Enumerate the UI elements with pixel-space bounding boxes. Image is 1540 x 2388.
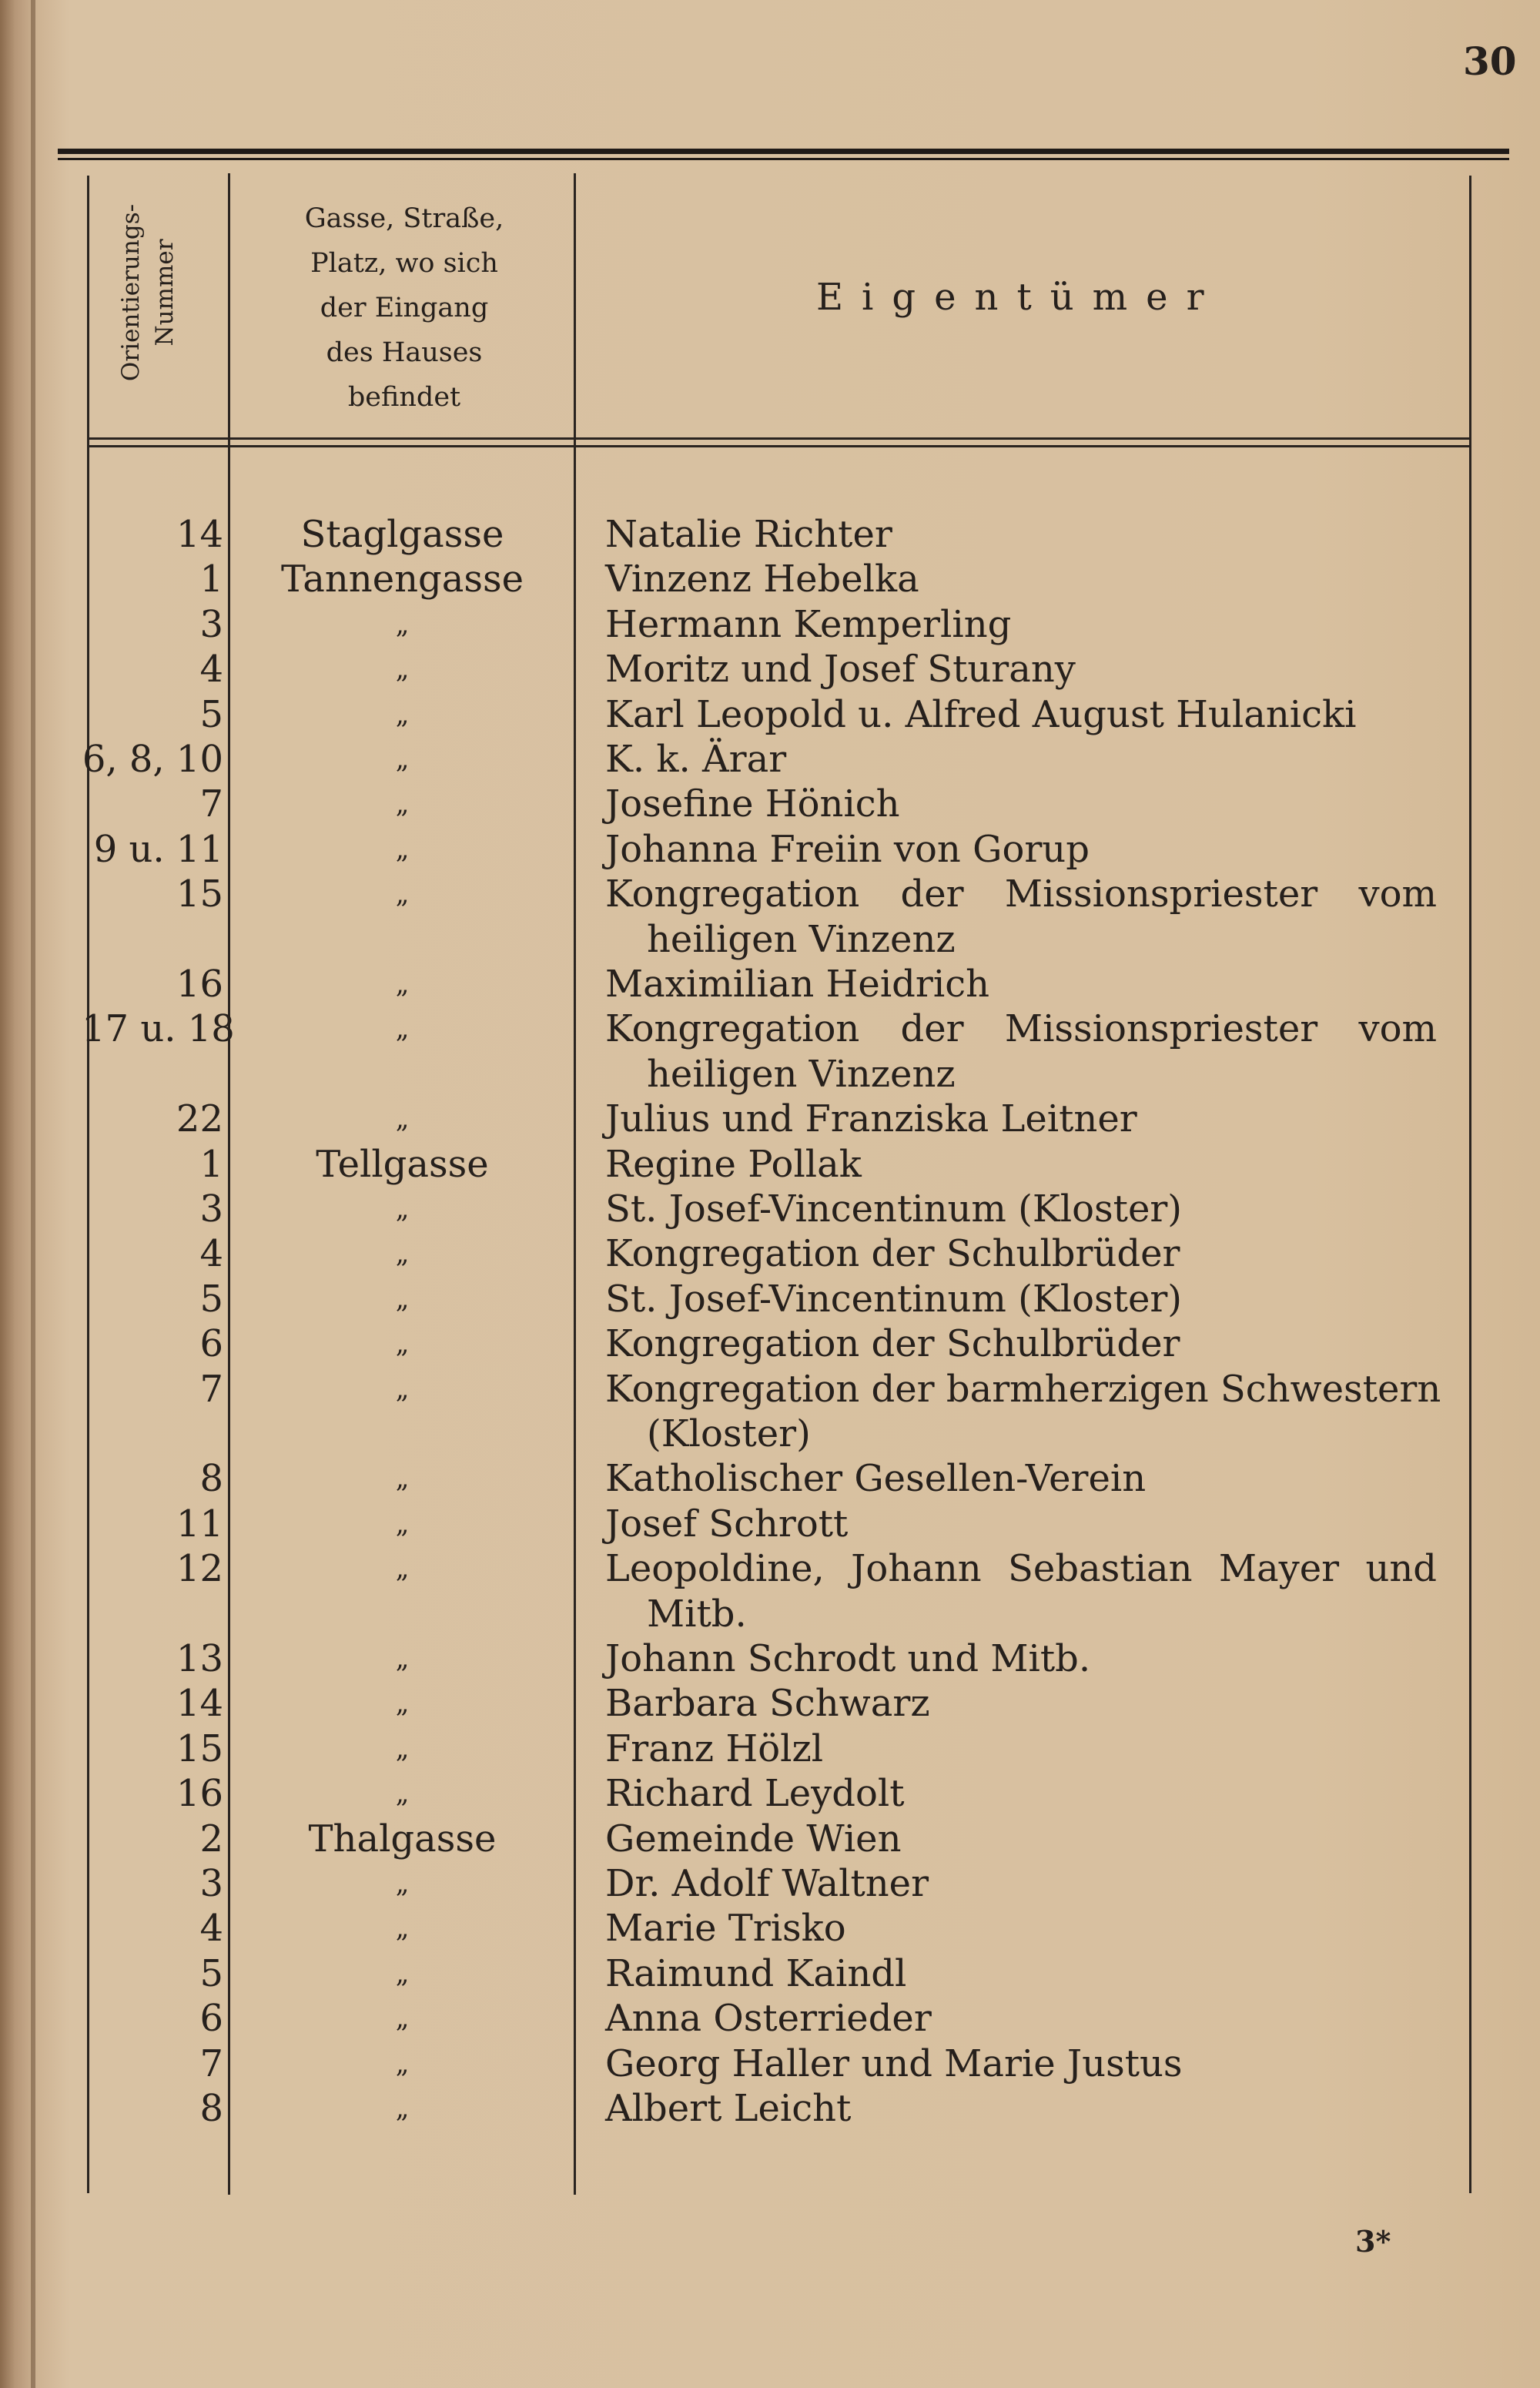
table-row [0, 1861, 1540, 1906]
owner-name: Kongregation der Missionspriester vom [605, 1007, 1437, 1051]
table-row [0, 1996, 1540, 2041]
owner-name: K. k. Ärar [605, 738, 787, 781]
owner-name: Albert Leicht [605, 2087, 852, 2130]
table-row [0, 1367, 1540, 1412]
street-ditto-mark: „ [395, 698, 410, 730]
street-ditto-mark: „ [395, 1328, 410, 1360]
table-row [0, 1187, 1540, 1231]
orientation-number: 7 [199, 782, 223, 826]
header-street-line3: der Eingang [320, 293, 489, 323]
top-rule [58, 149, 1509, 154]
header-orientation-line2: Nummer [151, 239, 179, 347]
orientation-number: 6 [199, 1322, 223, 1366]
orientation-number: 15 [176, 1727, 223, 1770]
table-row-continuation [0, 1412, 1540, 1456]
header-orientation-line1: Orientierungs- [117, 203, 145, 382]
orientation-number: 4 [199, 648, 223, 692]
owner-name: Franz Hölzl [605, 1727, 824, 1770]
orientation-number: 6 [199, 1997, 223, 2041]
orientation-number: 2 [199, 1817, 223, 1860]
owner-name: Maximilian Heidrich [605, 963, 989, 1006]
table-row [0, 1636, 1540, 1681]
orientation-number: 11 [176, 1502, 223, 1546]
header-street-line4: des Hauses [326, 337, 483, 368]
header-owner: Eigentümer [816, 276, 1223, 319]
header-street-line5: befindet [347, 382, 461, 413]
table-row [0, 2086, 1540, 2131]
street-ditto-mark: „ [395, 1463, 410, 1495]
owner-name: Marie Trisko [605, 1907, 846, 1951]
owner-name: Josefine Hönich [605, 782, 900, 826]
owner-name: Josef Schrott [605, 1502, 849, 1546]
street-name: Staglgasse [300, 513, 504, 556]
owner-name: Barbara Schwarz [605, 1682, 930, 1726]
owner-name: Johanna Freiin von Gorup [605, 827, 1090, 871]
orientation-number: 5 [199, 1951, 223, 1995]
orientation-number: 12 [176, 1547, 223, 1591]
owner-name: Kongregation der barmherzigen Schwestern [605, 1367, 1441, 1411]
orientation-number: 5 [199, 1277, 223, 1321]
street-ditto-mark: „ [395, 1643, 410, 1674]
table-row-continuation [0, 917, 1540, 962]
table-row [0, 512, 1540, 557]
owner-name: Dr. Adolf Waltner [605, 1862, 929, 1905]
table-row [0, 1006, 1540, 1051]
owner-name-continuation: heiligen Vinzenz [647, 917, 956, 961]
table-row [0, 1502, 1540, 1546]
table-row [0, 1951, 1540, 1996]
street-ditto-mark: „ [395, 1283, 410, 1315]
owner-name: Kongregation der Missionspriester vom [605, 872, 1437, 916]
street-ditto-mark: „ [395, 1778, 410, 1810]
table-row-continuation [0, 1592, 1540, 1636]
owner-name-continuation: Mitb. [647, 1592, 747, 1636]
owner-name: Johann Schrodt und Mitb. [605, 1637, 1091, 1680]
table-row [0, 962, 1540, 1006]
owner-name: Regine Pollak [605, 1142, 862, 1186]
table-row [0, 1456, 1540, 1501]
owner-name: Gemeinde Wien [605, 1817, 902, 1860]
street-ditto-mark: „ [395, 608, 410, 640]
table-row [0, 1817, 1540, 1861]
top-rule-thin [58, 158, 1509, 160]
orientation-number: 16 [176, 1772, 223, 1816]
orientation-number: 5 [199, 692, 223, 736]
table-row [0, 1097, 1540, 1141]
header-rule [87, 437, 1471, 440]
owner-name: Julius und Franziska Leitner [605, 1097, 1137, 1141]
header-street [235, 196, 574, 420]
street-ditto-mark: „ [395, 2093, 410, 2124]
street-ditto-mark: „ [395, 1373, 410, 1405]
street-ditto-mark: „ [395, 969, 410, 1000]
owner-name: Georg Haller und Marie Justus [605, 2041, 1183, 2085]
street-ditto-mark: „ [395, 1913, 410, 1944]
owner-name: Kongregation der Schulbrüder [605, 1322, 1180, 1366]
street-ditto-mark: „ [395, 2048, 410, 2079]
header-orientation-number [114, 177, 182, 408]
table-row [0, 1321, 1540, 1366]
table-row [0, 782, 1540, 826]
owner-name-continuation: heiligen Vinzenz [647, 1052, 956, 1096]
street-ditto-mark: „ [395, 1688, 410, 1720]
orientation-number: 7 [199, 2041, 223, 2085]
owner-name: Karl Leopold u. Alfred August Hulanicki [605, 692, 1357, 736]
street-ditto-mark: „ [395, 879, 410, 910]
table-row [0, 827, 1540, 872]
orientation-number: 15 [176, 872, 223, 916]
orientation-number: 1 [199, 558, 223, 601]
table-row [0, 737, 1540, 782]
orientation-number: 22 [176, 1097, 223, 1141]
table-row [0, 1142, 1540, 1187]
orientation-number: 17 u. 18 [82, 1007, 235, 1051]
owner-name-continuation: (Kloster) [647, 1412, 811, 1455]
owner-name: Richard Leydolt [605, 1772, 905, 1816]
owner-name: Kongregation der Schulbrüder [605, 1232, 1180, 1276]
owner-name: Natalie Richter [605, 513, 892, 556]
orientation-number: 8 [199, 2087, 223, 2130]
table-row [0, 1546, 1540, 1591]
street-ditto-mark: „ [395, 2003, 410, 2035]
header-street-line1: Gasse, Straße, [304, 203, 504, 234]
table-row [0, 1727, 1540, 1771]
signature-mark: 3* [1355, 2224, 1391, 2259]
street-ditto-mark: „ [395, 1238, 410, 1270]
street-ditto-mark: „ [395, 1013, 410, 1045]
orientation-number: 4 [199, 1907, 223, 1951]
street-name: Tellgasse [316, 1142, 489, 1186]
orientation-number: 9 u. 11 [93, 827, 223, 871]
table-row [0, 2041, 1540, 2086]
orientation-number: 3 [199, 602, 223, 646]
street-ditto-mark: „ [395, 1733, 410, 1764]
orientation-number: 1 [199, 1142, 223, 1186]
street-name: Thalgasse [308, 1817, 497, 1860]
street-ditto-mark: „ [395, 744, 410, 775]
orientation-number: 7 [199, 1367, 223, 1411]
orientation-number: 16 [176, 963, 223, 1006]
street-ditto-mark: „ [395, 1553, 410, 1585]
orientation-number: 4 [199, 1232, 223, 1276]
table-row [0, 647, 1540, 692]
street-ditto-mark: „ [395, 833, 410, 865]
page-number: 30 [1463, 39, 1517, 84]
orientation-number: 3 [199, 1187, 223, 1231]
street-ditto-mark: „ [395, 654, 410, 685]
header-rule-second [87, 445, 1471, 447]
owner-name: St. Josef-Vincentinum (Kloster) [605, 1277, 1183, 1321]
table-row [0, 1906, 1540, 1951]
street-ditto-mark: „ [395, 1868, 410, 1899]
orientation-number: 14 [176, 513, 223, 556]
street-ditto-mark: „ [395, 1104, 410, 1135]
street-ditto-mark: „ [395, 1508, 410, 1539]
owner-name: Leopoldine, Johann Sebastian Mayer und [605, 1547, 1437, 1591]
street-ditto-mark: „ [395, 1958, 410, 1989]
table-row [0, 1231, 1540, 1276]
table-row [0, 692, 1540, 737]
owner-name: Katholischer Gesellen-Verein [605, 1457, 1147, 1501]
table-row [0, 1277, 1540, 1321]
owner-name: Hermann Kemperling [605, 602, 1012, 646]
header-street-line2: Platz, wo sich [310, 248, 498, 279]
table-row [0, 602, 1540, 647]
owner-name: Vinzenz Hebelka [605, 558, 919, 601]
street-ditto-mark: „ [395, 789, 410, 820]
owner-name: Raimund Kaindl [605, 1951, 907, 1995]
table-row-continuation [0, 1052, 1540, 1097]
street-ditto-mark: „ [395, 1194, 410, 1224]
table-row [0, 1681, 1540, 1726]
orientation-number: 14 [176, 1682, 223, 1726]
street-name: Tannengasse [280, 558, 524, 601]
table-row [0, 557, 1540, 601]
owner-name: St. Josef-Vincentinum (Kloster) [605, 1187, 1183, 1231]
owner-name: Moritz und Josef Sturany [605, 648, 1076, 692]
orientation-number: 3 [199, 1862, 223, 1905]
orientation-number: 13 [176, 1637, 223, 1680]
table-row [0, 872, 1540, 916]
orientation-number: 8 [199, 1457, 223, 1501]
table-row [0, 1771, 1540, 1816]
orientation-number: 6, 8, 10 [82, 738, 223, 781]
owner-name: Anna Osterrieder [605, 1997, 932, 2041]
